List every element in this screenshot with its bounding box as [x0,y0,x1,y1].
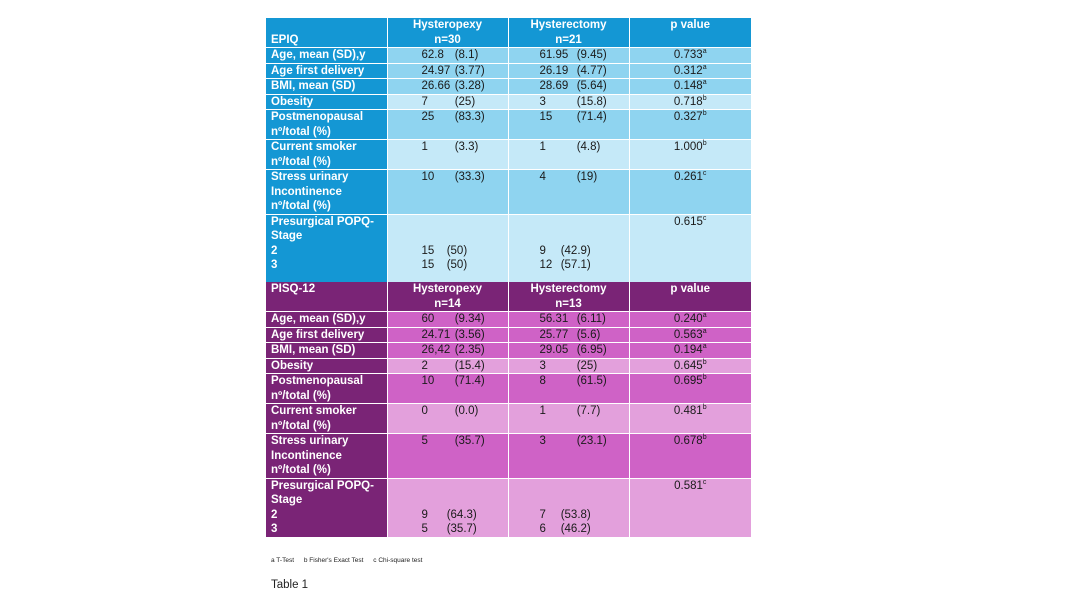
pisq-hysteropexy-value: 0 (0.0) [387,404,508,434]
pisq-stage-hysterectomy: 7 (53.8) 6 (46.2) [508,478,629,537]
pisq-hysteropexy-value: 26,42 (2.35) [387,343,508,359]
epiq-row-label: BMI, mean (SD) [266,79,387,95]
pisq-hysterectomy-value: 1 (7.7) [508,404,629,434]
epiq-hysteropexy-value: 24.97 (3.77) [387,63,508,79]
table-caption: Table 1 [271,579,309,591]
pisq-row [266,358,751,374]
pisq-row-label: Age, mean (SD),y [266,312,387,328]
pisq-hysterectomy-value: 25.77 (5.6) [508,327,629,343]
pisq-hysterectomy-value: 3 (23.1) [508,434,629,479]
pisq-col-hysteropexy: Hysteropexy n=14 [387,282,508,312]
epiq-stage-row [266,214,751,287]
epiq-hysterectomy-value: 26.19 (4.77) [508,63,629,79]
pisq-col-pvalue: p value [629,282,751,312]
epiq-p-value: 0.261$^c$ [629,170,751,215]
epiq-row-label: Age, mean (SD),y [266,48,387,64]
pisq-row-label: BMI, mean (SD) [266,343,387,359]
pisq-row-label: Age first delivery [266,327,387,343]
epiq-hysterectomy-value: 4 (19) [508,170,629,215]
pisq-hysteropexy-value: 5 (35.7) [387,434,508,479]
epiq-p-value: 0.718$^b$ [629,94,751,110]
footnote-b: b Fisher's Exact Test [303,557,364,564]
pisq-hysterectomy-value: 29.05 (6.95) [508,343,629,359]
pisq-stage-hysteropexy: 9 (64.3) 5 (35.7) [387,478,508,537]
epiq-stage-label: Presurgical POPQ- Stage 2 3 [266,214,387,287]
epiq-hysteropexy-value: 25 (83.3) [387,110,508,140]
epiq-row-label: Obesity [266,94,387,110]
epiq-p-value: 0.733$^a$ [629,48,751,64]
epiq-p-value: 0.312$^a$ [629,63,751,79]
epiq-row-label: Age first delivery [266,63,387,79]
epiq-col-pvalue: p value [629,18,751,48]
pisq-row-label: Current smoker nº/total (%) [266,404,387,434]
pisq-row [266,343,751,359]
epiq-row [266,110,751,140]
pisq-row [266,312,751,328]
pisq-p-value: 0.695$^b$ [629,374,751,404]
epiq-row-label: Stress urinary Incontinence nº/total (%) [266,170,387,215]
epiq-hysteropexy-value: 26.66 (3.28) [387,79,508,95]
pisq-p-value: 0.481$^b$ [629,404,751,434]
pisq-row [266,434,751,479]
pisq-p-value: 0.678$^b$ [629,434,751,479]
pisq-hysterectomy-value: 56.31 (6.11) [508,312,629,328]
epiq-p-value: 0.327$^b$ [629,110,751,140]
epiq-p-value: 0.148$^a$ [629,79,751,95]
epiq-hysteropexy-value: 7 (25) [387,94,508,110]
epiq-header-row [266,18,751,48]
epiq-row [266,63,751,79]
epiq-row-label: Postmenopausal nº/total (%) [266,110,387,140]
pisq-p-value: 0.645$^b$ [629,358,751,374]
epiq-p-value: 1.000$^b$ [629,140,751,170]
pisq-p-value: 0.563$^a$ [629,327,751,343]
epiq-row [266,170,751,215]
pisq-p-value: 0.194$^a$ [629,343,751,359]
pisq-row-label: Stress urinary Incontinence nº/total (%) [266,434,387,479]
epiq-hysterectomy-value: 3 (15.8) [508,94,629,110]
epiq-table [266,18,751,288]
epiq-hysterectomy-value: 15 (71.4) [508,110,629,140]
pisq-row [266,374,751,404]
footnote-a: a T-Test [271,557,295,564]
epiq-row [266,140,751,170]
epiq-row [266,48,751,64]
pisq-row [266,327,751,343]
epiq-hysterectomy-value: 61.95 (9.45) [508,48,629,64]
pisq-col-hysterectomy: Hysterectomy n=13 [508,282,629,312]
pisq-hysterectomy-value: 8 (61.5) [508,374,629,404]
epiq-row [266,79,751,95]
epiq-stage-hysteropexy: 15 (50) 15 (50) [387,214,508,287]
pisq-title: PISQ-12 [266,282,387,312]
epiq-row-label: Current smoker nº/total (%) [266,140,387,170]
footnotes [271,557,430,564]
epiq-title: EPIQ [266,18,387,48]
epiq-col-hysteropexy: Hysteropexy n=30 [387,18,508,48]
pisq-row [266,404,751,434]
pisq-p-value: 0.240$^a$ [629,312,751,328]
epiq-stage-p-value: 0.615$^c$ [629,214,751,287]
epiq-hysteropexy-value: 10 (33.3) [387,170,508,215]
epiq-stage-hysterectomy: 9 (42.9) 12 (57.1) [508,214,629,287]
pisq-hysteropexy-value: 2 (15.4) [387,358,508,374]
pisq-stage-label: Presurgical POPQ- Stage 2 3 [266,478,387,537]
pisq-hysterectomy-value: 3 (25) [508,358,629,374]
pisq-hysteropexy-value: 24.71 (3.56) [387,327,508,343]
pisq-row-label: Obesity [266,358,387,374]
pisq-hysteropexy-value: 60 (9.34) [387,312,508,328]
pisq-stage-p-value: 0.581$^c$ [629,478,751,537]
epiq-hysteropexy-value: 62.8 (8.1) [387,48,508,64]
pisq-row-label: Postmenopausal nº/total (%) [266,374,387,404]
pisq-stage-row [266,478,751,537]
epiq-col-hysterectomy: Hysterectomy n=21 [508,18,629,48]
pisq-table [266,282,751,538]
epiq-row [266,94,751,110]
epiq-hysteropexy-value: 1 (3.3) [387,140,508,170]
pisq-header-row [266,282,751,312]
epiq-hysterectomy-value: 1 (4.8) [508,140,629,170]
epiq-hysterectomy-value: 28.69 (5.64) [508,79,629,95]
pisq-hysteropexy-value: 10 (71.4) [387,374,508,404]
footnote-c: c Chi-square test [373,557,423,564]
